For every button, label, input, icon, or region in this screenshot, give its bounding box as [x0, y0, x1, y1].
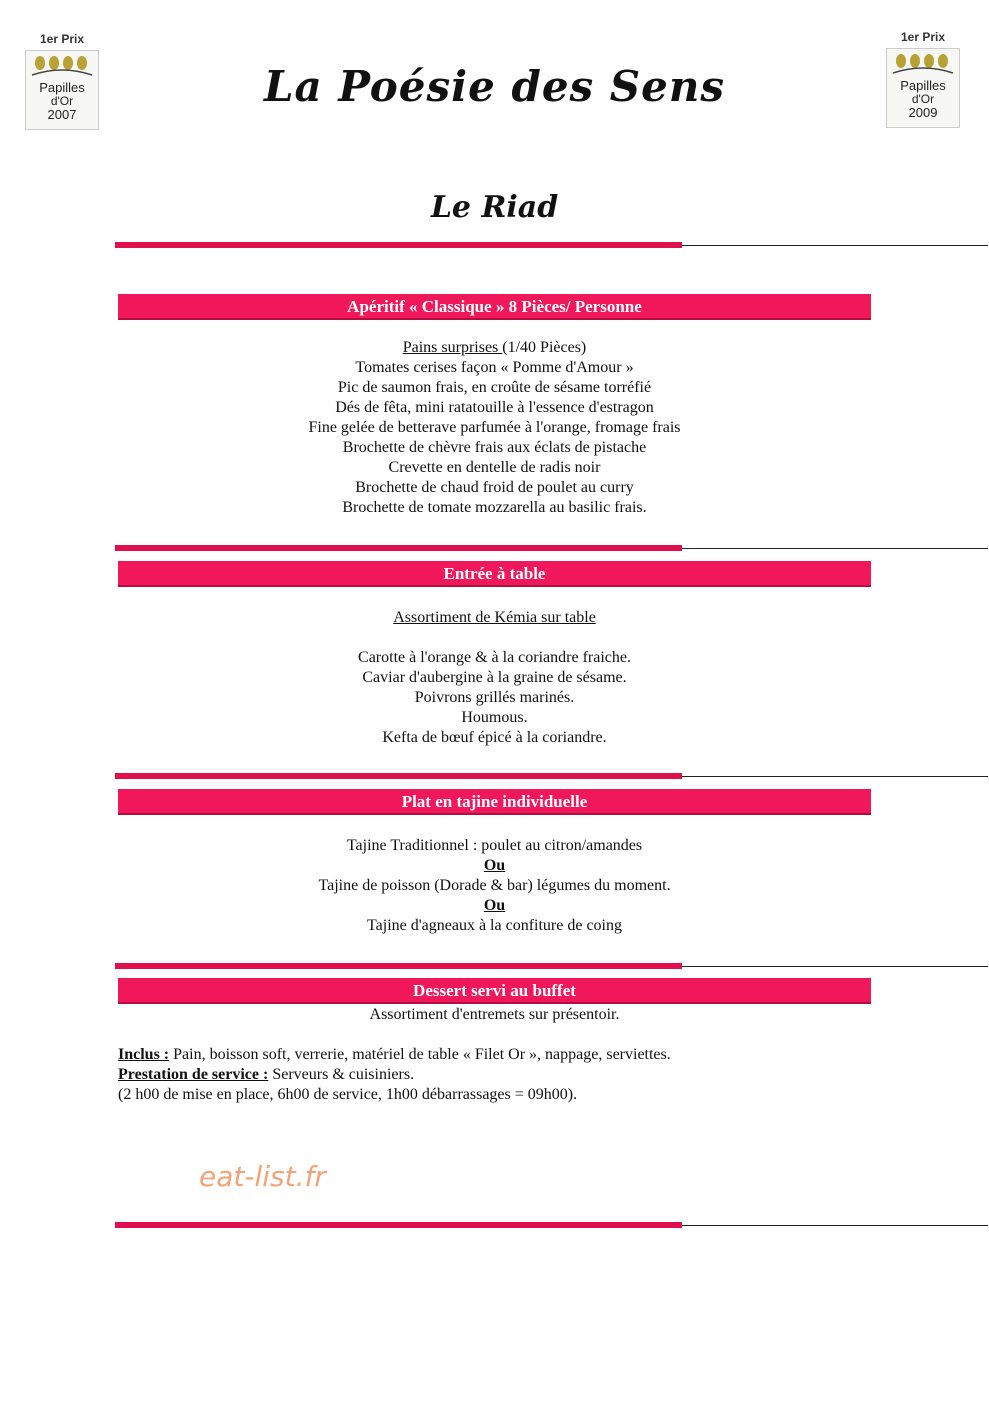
badge-prize-label: 1er Prix [900, 30, 946, 44]
footer-hours: (2 h00 de mise en place, 6h00 de service, 1h00 débarrassages = 09h00). [118, 1086, 578, 1103]
plat-or-1: Ou [483, 857, 506, 874]
section-divider [115, 1222, 988, 1228]
footer-inclus [118, 1045, 878, 1065]
plat-option-2: Tajine de poisson (Dorade & bar) légumes du moment. [318, 877, 671, 894]
watermark: eat-list.fr [199, 1160, 326, 1193]
footer-notes [118, 1045, 878, 1105]
dessert-list [118, 1005, 871, 1025]
list-item: Fine gelée de betterave parfumée à l'orange, fromage frais [308, 419, 681, 436]
list-item: Kefta de bœuf épicé à la coriandre. [382, 729, 607, 746]
badge-line2: d'Or [50, 94, 74, 108]
dessert-item: Assortiment d'entremets sur présentoir. [369, 1006, 620, 1023]
plat-list [118, 836, 871, 936]
section-divider [115, 545, 988, 551]
page-subtitle: Le Riad [430, 190, 559, 225]
badge-year: 2009 [908, 105, 938, 120]
aperitif-intro [118, 338, 871, 358]
prestation-label: Prestation de service : [118, 1066, 269, 1083]
list-item: Brochette de tomate mozzarella au basilic frais. [342, 499, 647, 516]
plat-option-1: Tajine Traditionnel : poulet au citron/amandes [346, 837, 643, 854]
badge-line2: d'Or [911, 92, 935, 106]
inclus-text: Pain, boisson soft, verrerie, matériel de table « Filet Or », nappage, serviettes. [169, 1046, 671, 1063]
badge-year: 2007 [47, 107, 77, 122]
section-divider [115, 963, 988, 969]
section-heading-aperitif: Apéritif « Classique » 8 Pièces/ Personne [118, 294, 871, 320]
section-heading-entree: Entrée à table [118, 561, 871, 587]
badge-line1: Papilles [39, 80, 85, 95]
page-title: La Poésie des Sens [263, 62, 726, 111]
list-item: Houmous. [461, 709, 528, 726]
list-item: Dés de fêta, mini ratatouille à l'essence d'estragon [335, 399, 654, 416]
aperitif-intro-rest: (1/40 Pièces) [502, 339, 587, 356]
section-heading-plat: Plat en tajine individuelle [118, 789, 871, 815]
aperitif-list [118, 338, 871, 518]
prestation-text: Serveurs & cuisiniers. [268, 1066, 415, 1083]
list-item: Pic de saumon frais, en croûte de sésame torréfié [337, 379, 652, 396]
entree-list [118, 608, 871, 748]
list-item: Tomates cerises façon « Pomme d'Amour » [355, 359, 634, 376]
plat-or-2: Ou [483, 897, 506, 914]
list-item: Carotte à l'orange & à la coriandre fraiche. [358, 649, 631, 666]
badge-line1: Papilles [900, 78, 946, 93]
list-item: Caviar d'aubergine à la graine de sésame. [362, 669, 627, 686]
list-item: Brochette de chaud froid de poulet au curry [355, 479, 634, 496]
footer-prestation [118, 1065, 878, 1085]
entree-intro: Assortiment de Kémia sur table [393, 609, 596, 626]
plat-option-3: Tajine d'agneaux à la confiture de coing [367, 917, 622, 934]
aperitif-intro-underlined: Pains surprises [402, 339, 503, 356]
section-divider [115, 242, 988, 248]
section-divider [115, 773, 988, 779]
section-heading-dessert: Dessert servi au buffet [118, 978, 871, 1004]
list-item: Crevette en dentelle de radis noir [388, 459, 601, 476]
badge-prize-label: 1er Prix [39, 32, 85, 46]
inclus-label: Inclus : [118, 1046, 170, 1063]
list-item: Poivrons grillés marinés. [414, 689, 575, 706]
list-item: Brochette de chèvre frais aux éclats de pistache [342, 439, 647, 456]
